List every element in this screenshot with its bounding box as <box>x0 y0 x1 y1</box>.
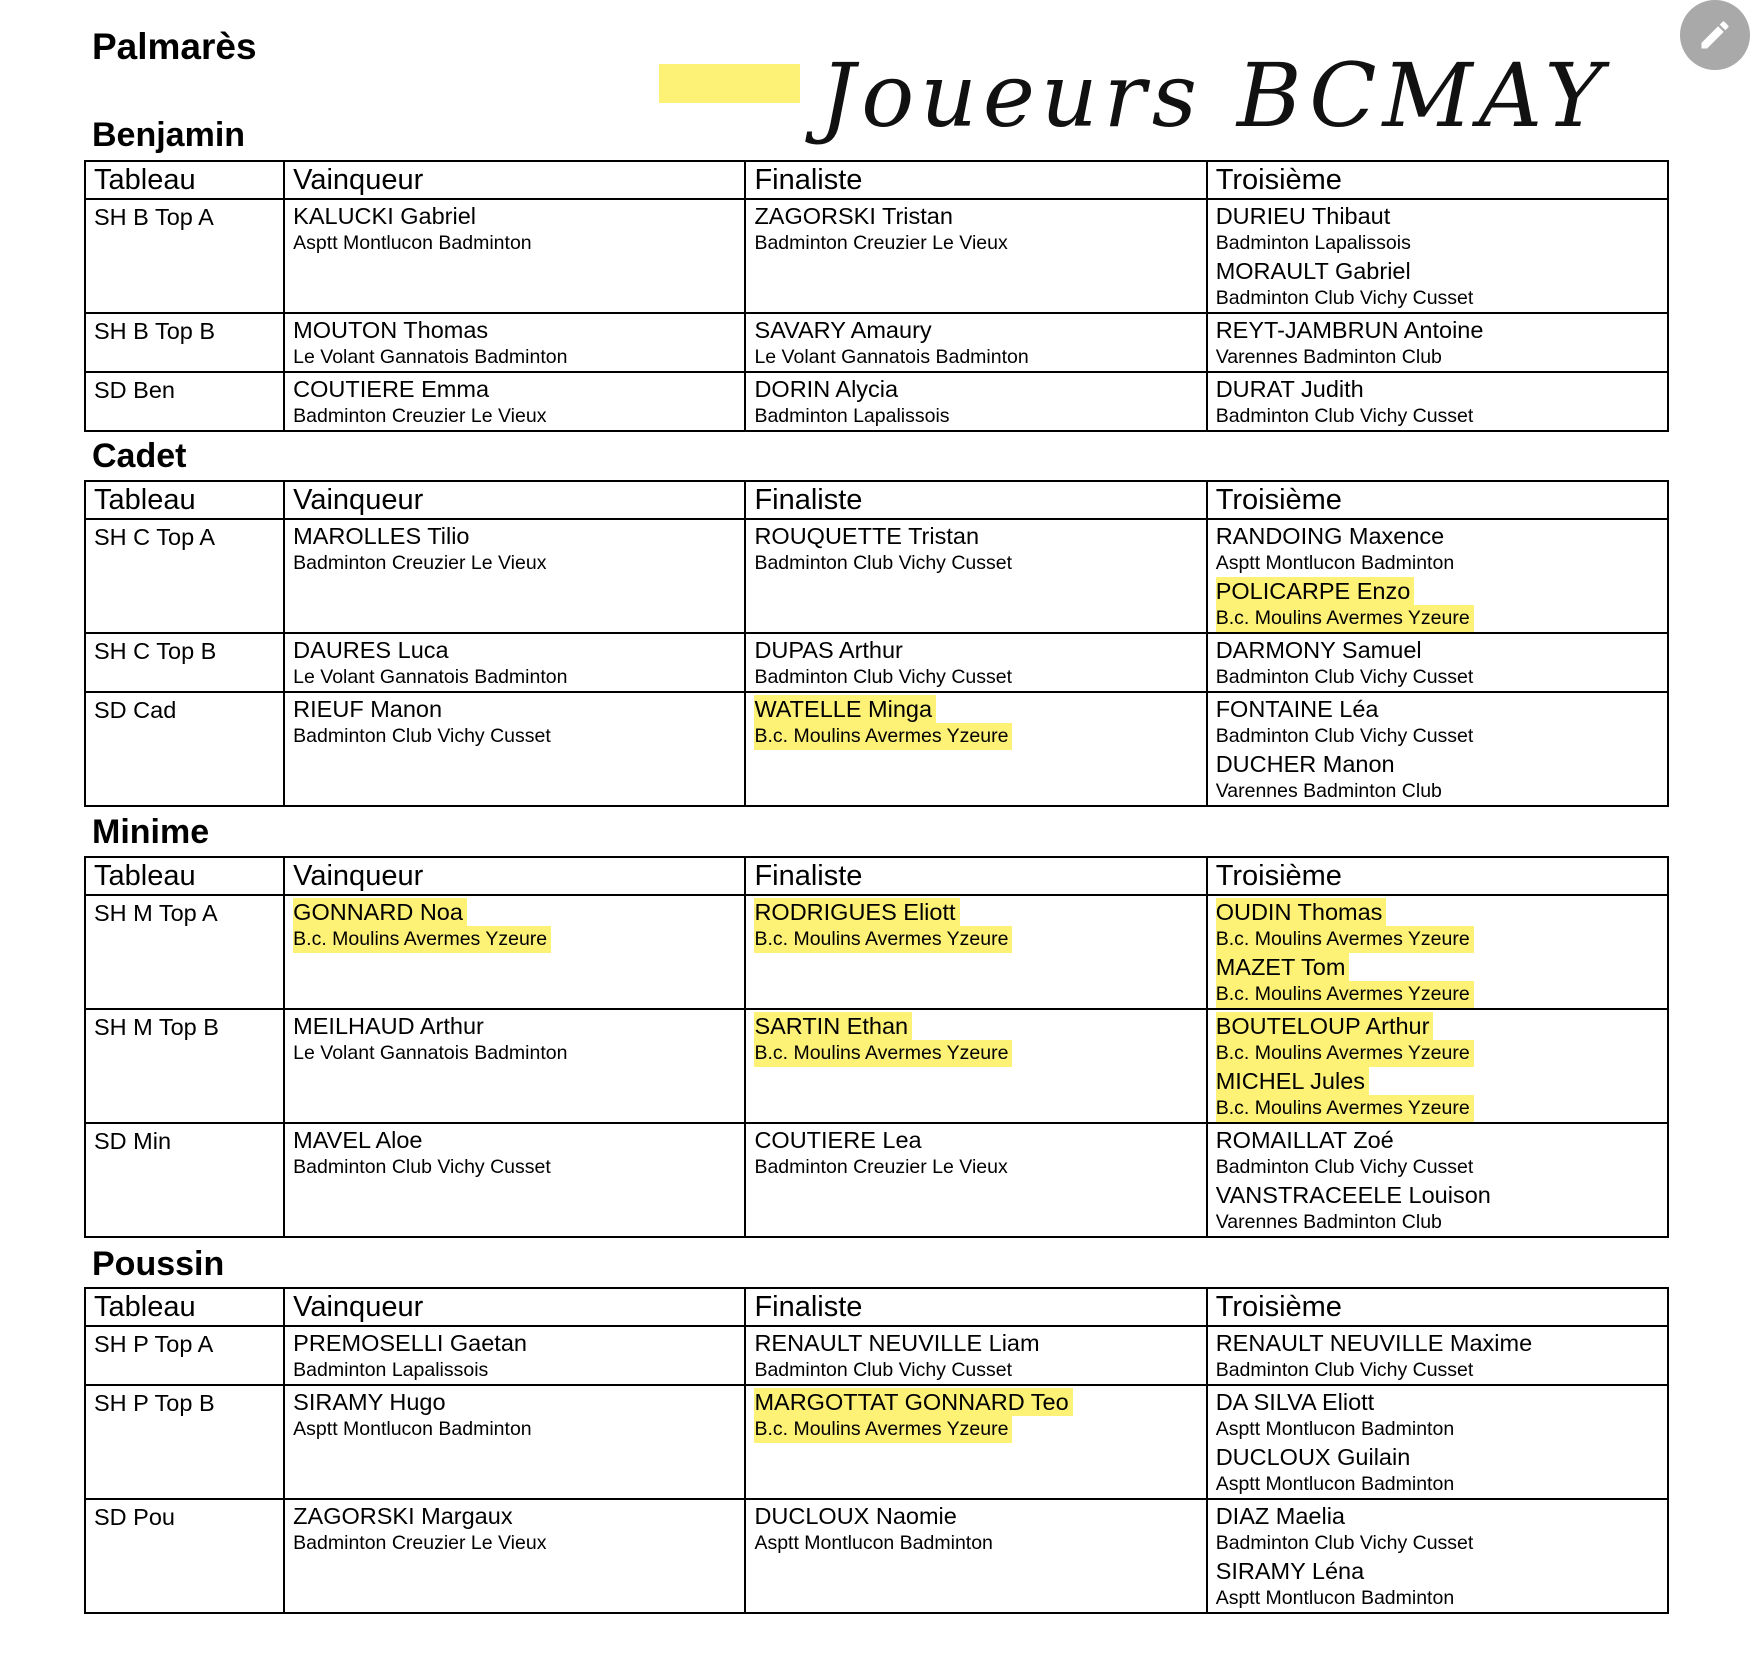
club-name-text: Badminton Creuzier Le Vieux <box>293 1532 547 1554</box>
player-name: COUTIERE Emma <box>293 376 490 402</box>
player-name: COUTIERE Lea <box>754 1127 922 1153</box>
section-title: Poussin <box>92 1245 225 1283</box>
club-name <box>754 1530 1197 1557</box>
player-name: MICHEL Jules <box>1216 1067 1369 1095</box>
player-name: DURIEU Thibaut <box>1215 203 1391 229</box>
troisieme-cell <box>1207 1009 1668 1123</box>
club-name <box>293 403 736 430</box>
club-name <box>754 403 1197 430</box>
club-name-text: Varennes Badminton Club <box>1215 346 1442 368</box>
finaliste-cell <box>745 692 1206 806</box>
player-entry <box>1216 693 1659 750</box>
player-name: REYT-JAMBRUN Antoine <box>1215 317 1484 343</box>
player-entry <box>1216 520 1659 577</box>
highlight-mark <box>659 64 800 103</box>
player-name: ROUQUETTE Tristan <box>754 523 980 549</box>
club-name <box>754 664 1197 691</box>
player-name: KALUCKI Gabriel <box>293 203 477 229</box>
club-name <box>293 344 736 371</box>
player-entry <box>1216 1386 1659 1443</box>
table-row <box>85 1326 1668 1385</box>
vainqueur-cell <box>284 1326 745 1385</box>
club-name <box>1216 778 1659 805</box>
player-entry <box>1216 750 1659 805</box>
player-name: ZAGORSKI Tristan <box>754 203 953 229</box>
tableau-label: SH B Top B <box>94 318 216 344</box>
troisieme-cell <box>1207 1123 1668 1237</box>
player-name: SIRAMY Léna <box>1215 1558 1365 1584</box>
player-entry <box>754 520 1197 577</box>
table-row <box>85 313 1668 372</box>
tableau-cell <box>85 199 284 313</box>
table-row <box>85 372 1668 431</box>
finaliste-cell <box>745 1009 1206 1123</box>
troisieme-cell <box>1207 372 1668 431</box>
club-name-text: Badminton Club Vichy Cusset <box>1215 666 1474 688</box>
player-name: GONNARD Noa <box>293 898 467 926</box>
player-entry <box>1216 1557 1659 1612</box>
tableau-label: SD Pou <box>94 1504 175 1530</box>
player-name: RIEUF Manon <box>293 696 443 722</box>
club-name-text: Badminton Club Vichy Cusset <box>1215 287 1474 309</box>
page-title: Palmarès <box>92 26 257 67</box>
player-entry <box>754 1010 1197 1067</box>
club-name <box>1216 605 1659 632</box>
player-entry <box>754 693 1197 750</box>
club-name <box>1216 926 1659 953</box>
club-name <box>1216 723 1659 750</box>
player-name: RENAULT NEUVILLE Liam <box>754 1330 1040 1356</box>
finaliste-cell <box>745 1123 1206 1237</box>
vainqueur-cell <box>284 313 745 372</box>
player-entry <box>293 693 736 750</box>
club-name-text: Le Volant Gannatois Badminton <box>293 666 568 688</box>
tableau-cell <box>85 519 284 633</box>
tableau-cell <box>85 1123 284 1237</box>
club-name-text: Badminton Club Vichy Cusset <box>1215 725 1474 747</box>
column-header: Finaliste <box>745 857 1206 895</box>
tableau-cell <box>85 633 284 692</box>
club-name-text: Asptt Montlucon Badminton <box>293 232 532 254</box>
player-entry <box>1216 1124 1659 1181</box>
pencil-icon <box>1697 17 1733 53</box>
section-title: Cadet <box>92 437 187 475</box>
vainqueur-cell <box>284 895 745 1009</box>
club-name-text: Badminton Creuzier Le Vieux <box>754 232 1008 254</box>
player-name: MAROLLES Tilio <box>293 523 470 549</box>
tableau-label: SH M Top B <box>94 1014 219 1040</box>
club-name-text: Badminton Club Vichy Cusset <box>293 725 551 747</box>
player-entry <box>1216 1500 1659 1557</box>
vainqueur-cell <box>284 1009 745 1123</box>
tableau-label: SH B Top A <box>94 204 214 230</box>
table-row <box>85 895 1668 1009</box>
tableau-cell <box>85 1499 284 1613</box>
club-name-text: B.c. Moulins Avermes Yzeure <box>754 1416 1012 1443</box>
tableau-cell <box>85 313 284 372</box>
player-name: VANSTRACEELE Louison <box>1215 1182 1491 1208</box>
table-header-row <box>85 1288 1668 1326</box>
finaliste-cell <box>745 633 1206 692</box>
player-entry <box>754 634 1197 691</box>
troisieme-cell <box>1207 1499 1668 1613</box>
club-name <box>1216 1416 1659 1443</box>
club-name-text: Varennes Badminton Club <box>1215 780 1442 802</box>
club-name <box>754 926 1197 953</box>
player-name: DURAT Judith <box>1215 376 1364 402</box>
club-name-text: B.c. Moulins Avermes Yzeure <box>754 926 1012 953</box>
club-name-text: Badminton Club Vichy Cusset <box>754 1359 1013 1381</box>
club-name <box>1216 1530 1659 1557</box>
club-name-text: Badminton Club Vichy Cusset <box>1215 1156 1474 1178</box>
table-row <box>85 633 1668 692</box>
tableau-cell <box>85 895 284 1009</box>
section-title: Benjamin <box>92 116 246 154</box>
club-name <box>754 1040 1197 1067</box>
club-name-text: Asptt Montlucon Badminton <box>1215 552 1455 574</box>
club-name <box>754 1416 1197 1443</box>
table-header-row <box>85 857 1668 895</box>
table-row <box>85 1385 1668 1499</box>
player-entry <box>293 896 736 953</box>
results-table <box>84 160 1669 432</box>
club-name <box>1216 1471 1659 1498</box>
club-name <box>1216 981 1659 1008</box>
club-name <box>293 1040 736 1067</box>
tableau-label: SH C Top A <box>94 524 216 550</box>
club-name <box>1216 1357 1659 1384</box>
column-header: Troisième <box>1207 857 1668 895</box>
club-name <box>1216 664 1659 691</box>
player-entry <box>754 1124 1197 1181</box>
player-entry <box>754 314 1197 371</box>
player-entry <box>1216 257 1659 312</box>
club-name-text: Le Volant Gannatois Badminton <box>293 1042 568 1064</box>
player-name: DUCLOUX Guilain <box>1215 1444 1411 1470</box>
results-table <box>84 856 1669 1238</box>
player-name: MEILHAUD Arthur <box>293 1013 484 1039</box>
player-entry <box>293 1386 736 1443</box>
club-name-text: Asptt Montlucon Badminton <box>293 1418 532 1440</box>
club-name <box>293 550 736 577</box>
club-name <box>293 664 736 691</box>
player-entry <box>1216 1067 1659 1122</box>
club-name-text: Badminton Lapalissois <box>293 1359 489 1381</box>
column-header: Vainqueur <box>284 481 745 519</box>
troisieme-cell <box>1207 1385 1668 1499</box>
vainqueur-cell <box>284 633 745 692</box>
player-name: DUCHER Manon <box>1215 751 1395 777</box>
troisieme-cell <box>1207 895 1668 1009</box>
player-entry <box>754 896 1197 953</box>
player-entry <box>1216 1327 1659 1384</box>
player-entry <box>293 373 736 430</box>
club-name-text: Le Volant Gannatois Badminton <box>293 346 568 368</box>
player-entry <box>293 200 736 257</box>
finaliste-cell <box>745 1326 1206 1385</box>
player-name: ZAGORSKI Margaux <box>293 1503 513 1529</box>
club-name-text: Badminton Lapalissois <box>1215 232 1411 254</box>
finaliste-cell <box>745 372 1206 431</box>
club-name <box>293 230 736 257</box>
club-name <box>293 723 736 750</box>
player-entry <box>754 200 1197 257</box>
club-name <box>293 1416 736 1443</box>
club-name <box>754 1154 1197 1181</box>
column-header: Tableau <box>85 161 284 199</box>
player-name: SIRAMY Hugo <box>293 1389 446 1415</box>
club-name-text: B.c. Moulins Avermes Yzeure <box>293 926 551 953</box>
finaliste-cell <box>745 199 1206 313</box>
club-name <box>293 1154 736 1181</box>
club-name <box>754 723 1197 750</box>
finaliste-cell <box>745 313 1206 372</box>
player-entry <box>1216 1443 1659 1498</box>
tableau-label: SD Cad <box>94 697 177 723</box>
troisieme-cell <box>1207 519 1668 633</box>
finaliste-cell <box>745 519 1206 633</box>
tableau-label: SH P Top A <box>94 1331 214 1357</box>
column-header: Troisième <box>1207 161 1668 199</box>
column-header: Tableau <box>85 857 284 895</box>
player-name: DIAZ Maelia <box>1215 1503 1345 1529</box>
table-row <box>85 1499 1668 1613</box>
club-name <box>754 1357 1197 1384</box>
club-name-text: Badminton Creuzier Le Vieux <box>293 552 547 574</box>
column-header: Finaliste <box>745 161 1206 199</box>
column-header: Vainqueur <box>284 1288 745 1326</box>
club-name <box>754 230 1197 257</box>
player-name: DAURES Luca <box>293 637 449 663</box>
edit-button[interactable] <box>1680 0 1750 70</box>
tableau-cell <box>85 372 284 431</box>
player-name: FONTAINE Léa <box>1215 696 1379 722</box>
troisieme-cell <box>1207 1326 1668 1385</box>
club-name <box>293 1357 736 1384</box>
club-name-text: Badminton Creuzier Le Vieux <box>293 405 547 427</box>
player-entry <box>293 1010 736 1067</box>
handwritten-annotation <box>820 38 1609 163</box>
player-name: MOUTON Thomas <box>293 317 489 343</box>
table-row <box>85 1123 1668 1237</box>
troisieme-cell <box>1207 692 1668 806</box>
tableau-cell <box>85 1009 284 1123</box>
finaliste-cell <box>745 895 1206 1009</box>
player-entry <box>1216 634 1659 691</box>
player-entry <box>293 634 736 691</box>
club-name <box>1216 1095 1659 1122</box>
player-entry <box>293 1124 736 1181</box>
table-row <box>85 1009 1668 1123</box>
player-name: OUDIN Thomas <box>1216 898 1387 926</box>
player-entry <box>1216 373 1659 430</box>
player-entry <box>1216 1010 1659 1067</box>
club-name-text: Asptt Montlucon Badminton <box>754 1532 993 1554</box>
club-name <box>293 1530 736 1557</box>
club-name-text: Badminton Club Vichy Cusset <box>1215 1532 1474 1554</box>
results-table <box>84 480 1669 807</box>
table-header-row <box>85 161 1668 199</box>
player-entry <box>754 1386 1197 1443</box>
club-name <box>1216 1209 1659 1236</box>
player-name: WATELLE Minga <box>754 695 936 723</box>
club-name-text: B.c. Moulins Avermes Yzeure <box>754 723 1012 750</box>
vainqueur-cell <box>284 1123 745 1237</box>
vainqueur-cell <box>284 1385 745 1499</box>
results-table <box>84 1287 1669 1614</box>
finaliste-cell <box>745 1385 1206 1499</box>
tableau-label: SH C Top B <box>94 638 217 664</box>
column-header: Vainqueur <box>284 161 745 199</box>
troisieme-cell <box>1207 313 1668 372</box>
player-entry <box>754 1500 1197 1557</box>
player-entry <box>1216 200 1659 257</box>
club-name <box>1216 285 1659 312</box>
club-name-text: B.c. Moulins Avermes Yzeure <box>1216 1095 1474 1122</box>
player-name: DORIN Alycia <box>754 376 899 402</box>
finaliste-cell <box>745 1499 1206 1613</box>
player-name: SARTIN Ethan <box>754 1012 912 1040</box>
player-name: DUCLOUX Naomie <box>754 1503 957 1529</box>
club-name-text: Asptt Montlucon Badminton <box>1215 1587 1455 1609</box>
club-name <box>1216 230 1659 257</box>
club-name-text: B.c. Moulins Avermes Yzeure <box>1216 605 1474 632</box>
tableau-cell <box>85 1326 284 1385</box>
club-name <box>293 926 736 953</box>
club-name-text: Badminton Club Vichy Cusset <box>754 666 1013 688</box>
player-entry <box>754 373 1197 430</box>
player-name: MAZET Tom <box>1216 953 1350 981</box>
player-entry <box>293 314 736 371</box>
tableau-label: SD Min <box>94 1128 172 1154</box>
player-entry <box>1216 314 1659 371</box>
player-entry <box>754 1327 1197 1384</box>
vainqueur-cell <box>284 1499 745 1613</box>
club-name <box>754 344 1197 371</box>
player-name: MARGOTTAT GONNARD Teo <box>754 1388 1072 1416</box>
vainqueur-cell <box>284 692 745 806</box>
club-name-text: Asptt Montlucon Badminton <box>1215 1418 1455 1440</box>
player-entry <box>293 520 736 577</box>
club-name-text: Badminton Club Vichy Cusset <box>1215 405 1474 427</box>
tableau-cell <box>85 1385 284 1499</box>
player-entry <box>1216 953 1659 1008</box>
club-name <box>1216 1585 1659 1612</box>
club-name <box>1216 403 1659 430</box>
club-name <box>1216 344 1659 371</box>
table-row <box>85 692 1668 806</box>
player-entry <box>293 1500 736 1557</box>
player-name: PREMOSELLI Gaetan <box>293 1330 527 1356</box>
tableau-label: SH M Top A <box>94 900 218 926</box>
vainqueur-cell <box>284 199 745 313</box>
club-name-text: Badminton Club Vichy Cusset <box>1215 1359 1474 1381</box>
club-name-text: Badminton Lapalissois <box>754 405 950 427</box>
player-name: RODRIGUES Eliott <box>754 898 959 926</box>
club-name-text: Asptt Montlucon Badminton <box>1215 1473 1455 1495</box>
player-name: RENAULT NEUVILLE Maxime <box>1215 1330 1533 1356</box>
column-header: Troisième <box>1207 481 1668 519</box>
club-name <box>1216 1154 1659 1181</box>
table-row <box>85 519 1668 633</box>
player-name: MORAULT Gabriel <box>1215 258 1411 284</box>
player-name: DARMONY Samuel <box>1215 637 1422 663</box>
table-row <box>85 199 1668 313</box>
tableau-label: SH P Top B <box>94 1390 215 1416</box>
section-title: Minime <box>92 813 210 851</box>
tableau-label: SD Ben <box>94 377 175 403</box>
handwritten-text: Joueurs BCMAY <box>820 44 1609 147</box>
column-header: Tableau <box>85 481 284 519</box>
club-name <box>754 550 1197 577</box>
vainqueur-cell <box>284 372 745 431</box>
player-name: SAVARY Amaury <box>754 317 932 343</box>
club-name-text: B.c. Moulins Avermes Yzeure <box>754 1040 1012 1067</box>
club-name-text: Varennes Badminton Club <box>1215 1211 1442 1233</box>
club-name <box>1216 550 1659 577</box>
player-name: DA SILVA Eliott <box>1215 1389 1375 1415</box>
club-name-text: Badminton Creuzier Le Vieux <box>754 1156 1008 1178</box>
column-header: Troisième <box>1207 1288 1668 1326</box>
player-name: BOUTELOUP Arthur <box>1216 1012 1434 1040</box>
troisieme-cell <box>1207 633 1668 692</box>
club-name-text: Badminton Club Vichy Cusset <box>754 552 1013 574</box>
club-name-text: Le Volant Gannatois Badminton <box>754 346 1029 368</box>
column-header: Finaliste <box>745 1288 1206 1326</box>
column-header: Vainqueur <box>284 857 745 895</box>
player-name: ROMAILLAT Zoé <box>1215 1127 1394 1153</box>
player-entry <box>1216 1181 1659 1236</box>
club-name <box>1216 1040 1659 1067</box>
player-entry <box>1216 577 1659 632</box>
table-header-row <box>85 481 1668 519</box>
club-name-text: B.c. Moulins Avermes Yzeure <box>1216 926 1474 953</box>
club-name-text: B.c. Moulins Avermes Yzeure <box>1216 981 1474 1008</box>
player-entry <box>293 1327 736 1384</box>
vainqueur-cell <box>284 519 745 633</box>
player-name: POLICARPE Enzo <box>1216 577 1415 605</box>
player-entry <box>1216 896 1659 953</box>
column-header: Finaliste <box>745 481 1206 519</box>
club-name-text: Badminton Club Vichy Cusset <box>293 1156 551 1178</box>
tableau-cell <box>85 692 284 806</box>
player-name: MAVEL Aloe <box>293 1127 423 1153</box>
player-name: DUPAS Arthur <box>754 637 903 663</box>
column-header: Tableau <box>85 1288 284 1326</box>
troisieme-cell <box>1207 199 1668 313</box>
club-name-text: B.c. Moulins Avermes Yzeure <box>1216 1040 1474 1067</box>
player-name: RANDOING Maxence <box>1215 523 1445 549</box>
